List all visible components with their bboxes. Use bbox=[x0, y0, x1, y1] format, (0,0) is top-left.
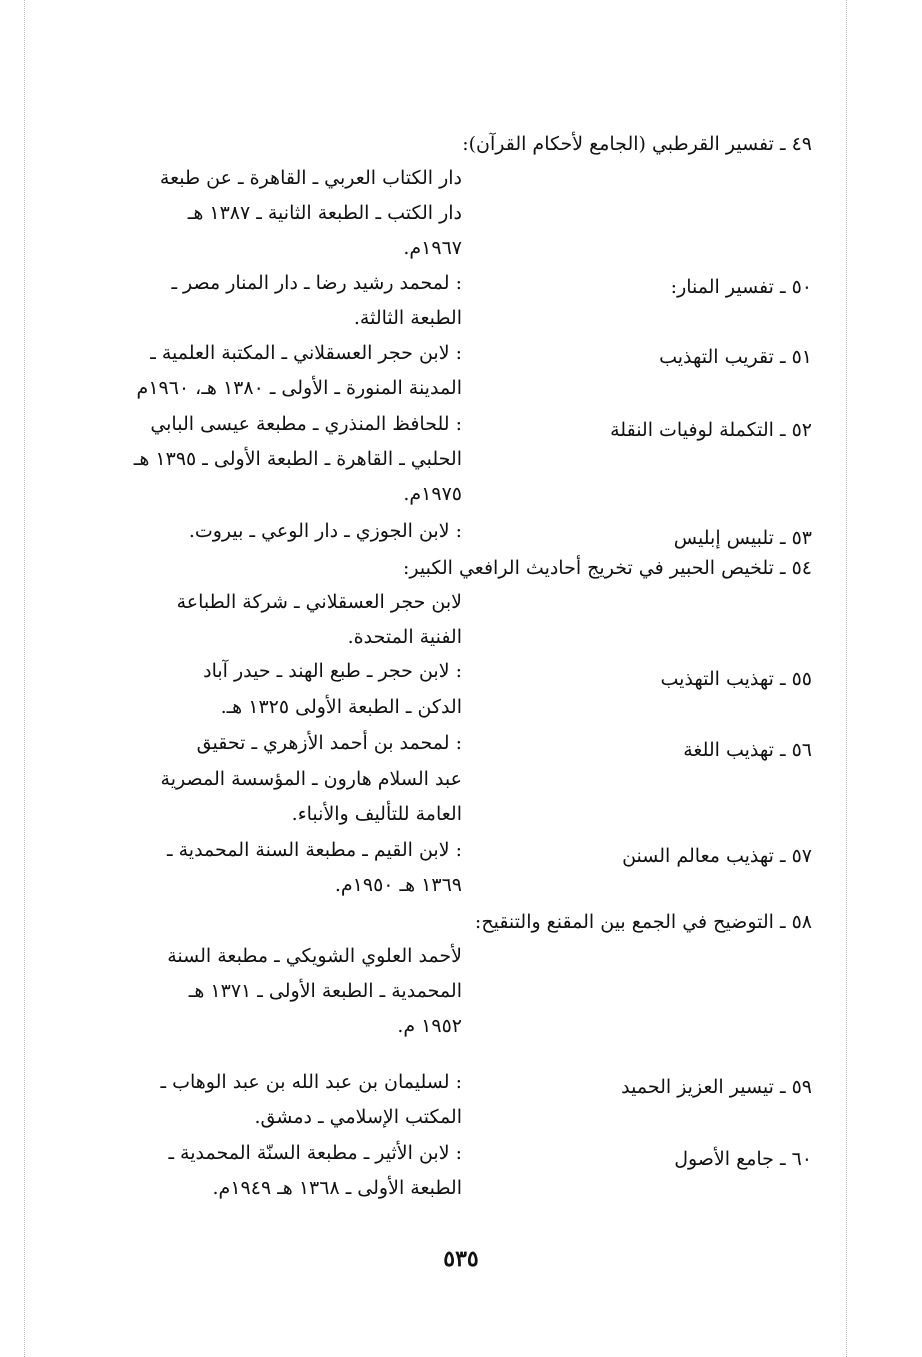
entry-title: ٥٩ ـ تيسير العزيز الحميد bbox=[621, 1076, 812, 1098]
entry-title: ٦٠ ـ جامع الأصول bbox=[674, 1148, 812, 1170]
entry-detail: : لسليمان بن عبد الله بن عبد الوهاب ـ bbox=[160, 1071, 462, 1093]
entry-detail: لابن حجر العسقلاني ـ شركة الطباعة bbox=[176, 591, 462, 613]
page-number: ٥٣٥ bbox=[443, 1246, 479, 1272]
entry-detail: ١٩٥٢ م. bbox=[397, 1015, 462, 1037]
entry-detail: : لابن الجوزي ـ دار الوعي ـ بيروت. bbox=[188, 520, 462, 542]
entry-detail: دار الكتب ـ الطبعة الثانية ـ ١٣٨٧ هـ bbox=[187, 202, 462, 224]
entry-detail: المحمدية ـ الطبعة الأولى ـ ١٣٧١ هـ bbox=[188, 980, 462, 1002]
entry-detail: : لابن القيم ـ مطبعة السنة المحمدية ـ bbox=[167, 839, 462, 861]
entry-detail: ١٣٦٩ هـ ١٩٥٠م. bbox=[334, 874, 462, 896]
scan-edge-left bbox=[24, 0, 25, 1357]
entry-detail: لأحمد العلوي الشويكي ـ مطبعة السنة bbox=[167, 945, 462, 967]
entry-detail: العامة للتأليف والأنباء. bbox=[291, 803, 462, 825]
entry-title: ٥٤ ـ تلخيص الحبير في تخريج أحاديث الرافعي الكبير: bbox=[403, 557, 812, 579]
entry-detail: الحلبي ـ القاهرة ـ الطبعة الأولى ـ ١٣٩٥ هـ bbox=[133, 448, 462, 470]
entry-title: ٤٩ ـ تفسير القرطبي (الجامع لأحكام القرآن): bbox=[462, 133, 812, 155]
entry-title: ٥٠ ـ تفسير المنار: bbox=[670, 276, 812, 298]
entry-detail: الطبعة الثالثة. bbox=[353, 307, 462, 329]
entry-detail: : لابن حجر العسقلاني ـ المكتبة العلمية ـ bbox=[150, 342, 462, 364]
entry-detail: الطبعة الأولى ـ ١٣٦٨ هـ ١٩٤٩م. bbox=[212, 1177, 462, 1199]
entry-title: ٥٨ ـ التوضيح في الجمع بين المقنع والتنقيح: bbox=[474, 911, 812, 933]
entry-title: ٥٦ ـ تهذيب اللغة bbox=[683, 739, 812, 761]
entry-detail: : لابن الأثير ـ مطبعة السنّة المحمدية ـ bbox=[168, 1142, 462, 1164]
entry-title: ٥٥ ـ تهذيب التهذيب bbox=[660, 668, 812, 690]
entry-detail: : للحافظ المنذري ـ مطبعة عيسى البابي bbox=[150, 413, 462, 435]
entry-title: ٥١ ـ تقريب التهذيب bbox=[659, 346, 812, 368]
entry-detail: : لابن حجر ـ طبع الهند ـ حيدر آباد bbox=[203, 660, 462, 682]
entry-detail: : لمحمد بن أحمد الأزهري ـ تحقيق bbox=[196, 732, 462, 754]
entry-detail: ١٩٦٧م. bbox=[403, 237, 462, 259]
entry-detail: دار الكتاب العربي ـ القاهرة ـ عن طبعة bbox=[159, 167, 462, 189]
entry-detail: الفنية المتحدة. bbox=[347, 626, 462, 648]
entry-detail: : لمحمد رشيد رضا ـ دار المنار مصر ـ bbox=[171, 272, 462, 294]
entry-detail: الدكن ـ الطبعة الأولى ١٣٢٥ هـ. bbox=[220, 696, 462, 718]
entry-title: ٥٧ ـ تهذيب معالم السنن bbox=[622, 845, 812, 867]
entry-detail: المدينة المنورة ـ الأولى ـ ١٣٨٠ هـ، ١٩٦٠م bbox=[136, 377, 462, 399]
entry-detail: ١٩٧٥م. bbox=[403, 483, 462, 505]
entry-title: ٥٢ ـ التكملة لوفيات النقلة bbox=[610, 419, 812, 441]
entry-title: ٥٣ ـ تلبيس إبليس bbox=[673, 527, 812, 549]
entry-detail: عبد السلام هارون ـ المؤسسة المصرية bbox=[160, 768, 462, 790]
scan-edge-right bbox=[846, 0, 847, 1357]
entry-detail: المكتب الإسلامي ـ دمشق. bbox=[254, 1106, 462, 1128]
